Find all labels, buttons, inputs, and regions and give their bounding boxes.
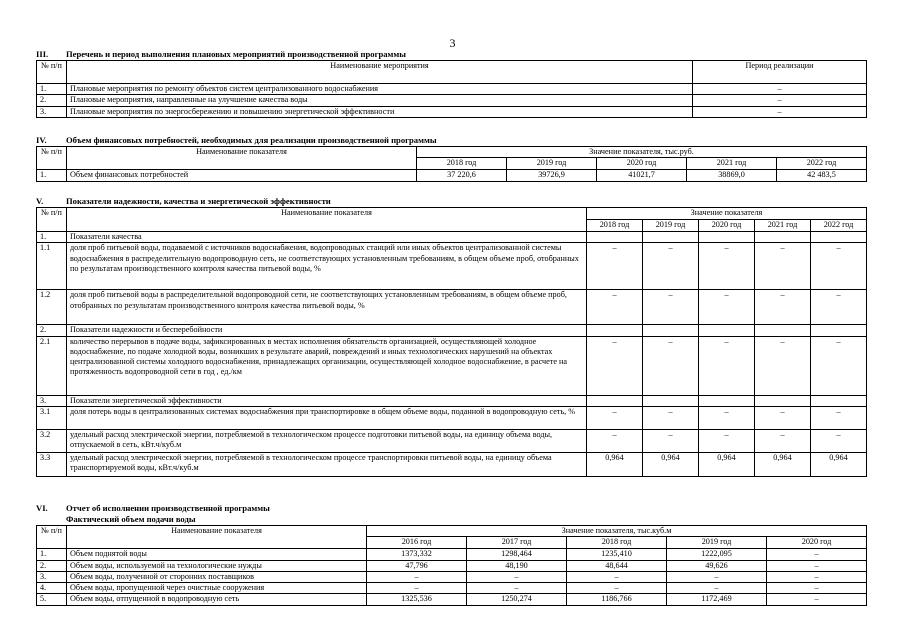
cell-no: 2. [37, 325, 67, 336]
cell-value: 37 220,6 [417, 170, 507, 182]
cell-name: доля проб питьевой воды, подаваемой с источников водоснабжения, водопроводных станций или иных объектов централизованной системы водоснабжения в распределительную водопроводную сеть, не соответствующих установленным требованиям, в общем объеме проб, отобранных по результатам производственного контроля качества питьевой воды, % [67, 243, 587, 290]
cell-value: – [755, 406, 811, 429]
cell-value: – [811, 406, 867, 429]
cell-no: 5. [37, 594, 67, 605]
section-4-title: Объем финансовых потребностей, необходимых для реализации производственной программы [66, 135, 437, 145]
cell-value: – [467, 583, 567, 594]
cell-value: 1325,536 [367, 594, 467, 605]
section-3-title: Перечень и период выполнения плановых мероприятий производственной программы [66, 49, 406, 59]
cell-value: – [587, 336, 643, 395]
section-6-subtitle: Фактический объем подачи воды [66, 514, 196, 524]
cell-period: – [693, 95, 867, 106]
section-6-title: Отчет об исполнении производственной программы [66, 503, 270, 513]
table-row [37, 232, 867, 243]
cell-value: 1186,766 [567, 594, 667, 605]
section-6-heading [36, 503, 270, 514]
header-year: 2021 год [687, 158, 777, 170]
table-row [37, 395, 867, 406]
header-year: 2021 год [755, 220, 811, 232]
table-row [37, 95, 867, 106]
cell-no: 1.1 [37, 243, 67, 290]
section-5-title: Показатели надежности, качества и энергетической эффективности [66, 196, 331, 206]
cell-name: Объем финансовых потребностей [67, 170, 417, 182]
header-no: № п/п [37, 526, 67, 549]
cell-value: 42 483,5 [777, 170, 867, 182]
cell-name: Показатели энергетической эффективности [67, 395, 587, 406]
cell-value: – [767, 571, 867, 582]
cell-value: – [699, 336, 755, 395]
header-no: № п/п [37, 61, 67, 84]
table-row [37, 336, 867, 395]
cell-name: Плановые мероприятия по энергосбережению и повышению энергетической эффективности [67, 106, 693, 117]
cell-value: 0,964 [587, 452, 643, 476]
cell-value: – [811, 336, 867, 395]
cell-value: 39726,9 [507, 170, 597, 182]
cell-name: доля проб питьевой воды в распределительной водопроводной сети, не соответствующих установленным требованиям, в общем объеме проб, отобранных по результатам производственного контроля качества питьевой воды, % [67, 290, 587, 325]
cell-value: – [587, 406, 643, 429]
header-year: 2022 год [811, 220, 867, 232]
cell-value: – [755, 336, 811, 395]
header-name: Наименование показателя [67, 526, 367, 549]
header-no: № п/п [37, 208, 67, 232]
cell-value: – [811, 243, 867, 290]
table-row [37, 84, 867, 95]
cell-value: 49,626 [667, 560, 767, 571]
table-row [37, 594, 867, 605]
cell-value: – [567, 583, 667, 594]
header-period: Период реализации [693, 61, 867, 84]
cell-value: 0,964 [699, 452, 755, 476]
cell-name: Объем воды, используемой на технологические нужды [67, 560, 367, 571]
cell-no: 2. [37, 95, 67, 106]
section-3-number: III. [36, 49, 49, 59]
header-year: 2018 год [587, 220, 643, 232]
cell-value: 41021,7 [597, 170, 687, 182]
header-year: 2019 год [643, 220, 699, 232]
header-year: 2019 год [667, 537, 767, 549]
cell-name: Показатели качества [67, 232, 587, 243]
table-finance [36, 146, 867, 182]
cell-value: – [699, 243, 755, 290]
header-year: 2018 год [417, 158, 507, 170]
cell-value: – [767, 583, 867, 594]
table-row [37, 549, 867, 560]
cell-value: 1235,410 [567, 549, 667, 560]
cell-value: 0,964 [755, 452, 811, 476]
cell-value: – [755, 290, 811, 325]
cell-value: – [587, 429, 643, 452]
cell-name: Объем воды, пропущенной через очистные сооружения [67, 583, 367, 594]
cell-no: 1. [37, 549, 67, 560]
cell-value: – [755, 243, 811, 290]
section-3-heading [36, 49, 406, 60]
cell-value: – [755, 429, 811, 452]
header-name: Наименование показателя [67, 208, 587, 232]
cell-value: – [699, 429, 755, 452]
cell-name: Показатели надежности и бесперебойности [67, 325, 587, 336]
section-5-heading [36, 196, 331, 207]
page-number: 3 [449, 36, 456, 50]
section-4-heading [36, 135, 437, 146]
cell-value: 1250,274 [467, 594, 567, 605]
cell-value: – [811, 290, 867, 325]
table-row [37, 429, 867, 452]
cell-value: – [699, 290, 755, 325]
cell-value: – [587, 290, 643, 325]
section-4-number: IV. [36, 135, 47, 145]
cell-value: 48,644 [567, 560, 667, 571]
cell-no: 3.2 [37, 429, 67, 452]
cell-no: 4. [37, 583, 67, 594]
header-year: 2022 год [777, 158, 867, 170]
cell-value: 38869,0 [687, 170, 777, 182]
cell-no: 3.1 [37, 406, 67, 429]
cell-no: 1.2 [37, 290, 67, 325]
header-year: 2020 год [767, 537, 867, 549]
cell-value: – [587, 243, 643, 290]
cell-value: – [643, 243, 699, 290]
header-year: 2020 год [597, 158, 687, 170]
cell-name: удельный расход электрической энергии, потребляемой в технологическом процессе подготовки питьевой воды, на единицу объема воды, отпускаемой в сеть, кВт.ч/куб.м [67, 429, 587, 452]
header-year: 2019 год [507, 158, 597, 170]
cell-value: 1373,332 [367, 549, 467, 560]
header-no: № п/п [37, 147, 67, 170]
header-value: Значение показателя [587, 208, 867, 220]
cell-no: 3. [37, 106, 67, 117]
cell-name: Объем поднятой воды [67, 549, 367, 560]
table-row [37, 452, 867, 476]
header-value: Значение показателя, тыс.куб.м [367, 526, 867, 537]
cell-period: – [693, 84, 867, 95]
table-row [37, 571, 867, 582]
table-measures [36, 60, 867, 118]
cell-value: – [643, 336, 699, 395]
cell-value: – [567, 571, 667, 582]
cell-no: 3. [37, 395, 67, 406]
cell-value: 47,796 [367, 560, 467, 571]
cell-value: – [767, 549, 867, 560]
cell-no: 2. [37, 560, 67, 571]
cell-value: – [767, 560, 867, 571]
table-header-row [37, 61, 867, 84]
cell-value: – [667, 583, 767, 594]
cell-value: 48,190 [467, 560, 567, 571]
cell-value: – [699, 406, 755, 429]
header-year: 2016 год [367, 537, 467, 549]
section-5-number: V. [36, 196, 44, 206]
cell-no: 1. [37, 170, 67, 182]
table-row [37, 170, 867, 182]
cell-name: доля потерь воды в централизованных системах водоснабжения при транспортировке в общем объеме воды, поданной в водопроводную сеть, % [67, 406, 587, 429]
cell-name: удельный расход электрической энергии, потребляемой в технологическом процессе транспортировки питьевой воды, на единицу объема транспортируемой воды, кВт.ч/куб.м [67, 452, 587, 476]
cell-no: 3. [37, 571, 67, 582]
cell-value: – [643, 429, 699, 452]
cell-period: – [693, 106, 867, 117]
cell-value: – [811, 429, 867, 452]
cell-no: 2.1 [37, 336, 67, 395]
cell-value: 1298,464 [467, 549, 567, 560]
cell-name: количество перерывов в подаче воды, зафиксированных в местах исполнения обязательств организацией, осуществляющей холодное водоснабжение, по подаче холодной воды, возникших в результате аварий, повреждений и иных технологических нарушений на объектах централизованной системы холодного водоснабжения, принадлежащих организации, осуществляющей холодное водоснабжение, в расчете на протяженность водопроводной сети в год , ед./км [67, 336, 587, 395]
cell-value: – [643, 290, 699, 325]
section-6-number: VI. [36, 503, 48, 513]
table-row [37, 106, 867, 117]
table-water-supply [36, 525, 867, 606]
cell-value: – [367, 571, 467, 582]
cell-value: – [367, 583, 467, 594]
table-row [37, 406, 867, 429]
cell-value: – [643, 406, 699, 429]
header-name: Наименование мероприятия [67, 61, 693, 84]
table-row [37, 325, 867, 336]
cell-value: 0,964 [643, 452, 699, 476]
table-row [37, 560, 867, 571]
table-row [37, 243, 867, 290]
table-indicators [36, 207, 867, 477]
cell-name: Объем воды, полученной от сторонних поставщиков [67, 571, 367, 582]
cell-value: 1222,095 [667, 549, 767, 560]
cell-value: – [667, 571, 767, 582]
header-year: 2017 год [467, 537, 567, 549]
cell-value: – [767, 594, 867, 605]
cell-value: – [467, 571, 567, 582]
table-row [37, 290, 867, 325]
header-value: Значение показателя, тыс.руб. [417, 147, 867, 158]
cell-name: Плановые мероприятия по ремонту объектов систем централизованного водоснабжения [67, 84, 693, 95]
cell-no: 1. [37, 84, 67, 95]
header-year: 2020 год [699, 220, 755, 232]
header-name: Наименование показателя [67, 147, 417, 170]
cell-value: 1172,469 [667, 594, 767, 605]
cell-no: 1. [37, 232, 67, 243]
cell-name: Объем воды, отпущенной в водопроводную сеть [67, 594, 367, 605]
header-year: 2018 год [567, 537, 667, 549]
cell-no: 3.3 [37, 452, 67, 476]
cell-value: 0,964 [811, 452, 867, 476]
cell-name: Плановые мероприятия, направленные на улучшение качества воды [67, 95, 693, 106]
table-row [37, 583, 867, 594]
